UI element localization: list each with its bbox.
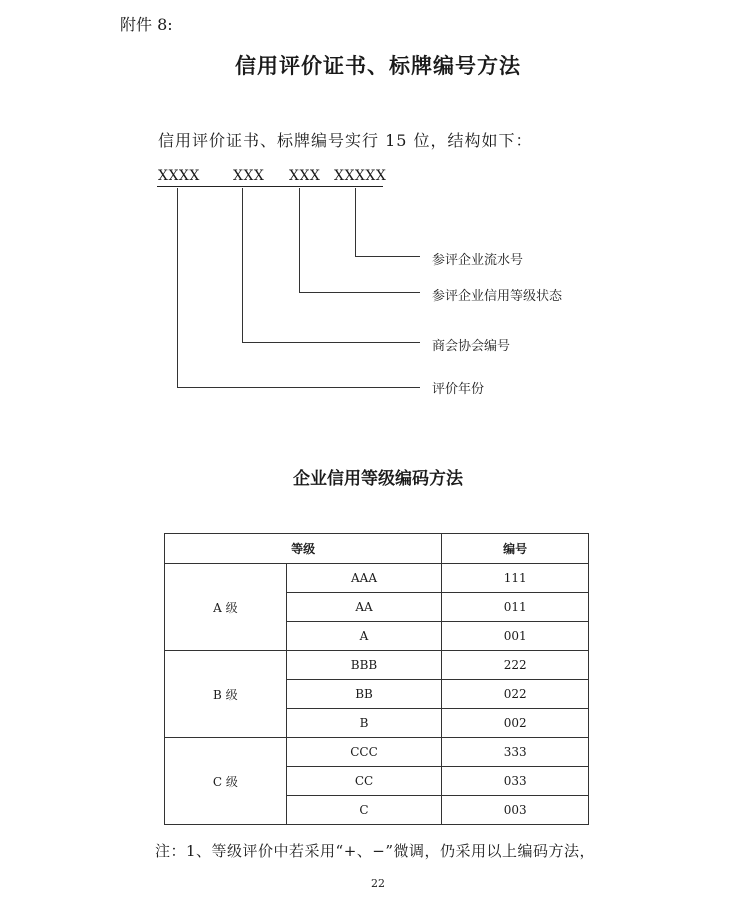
- code-cell: 011: [442, 593, 589, 622]
- header-grade: 等级: [165, 534, 442, 564]
- note-text: 注：1、等级评价中若采用“+、−”微调，仍采用以上编码方法，: [155, 842, 596, 860]
- label-association: 商会协会编号: [432, 339, 511, 354]
- code-cell: 033: [442, 767, 589, 796]
- grade-cell: BB: [286, 680, 442, 709]
- code-cell: 003: [442, 796, 589, 825]
- label-year: 评价年份: [432, 382, 485, 397]
- code-cell: 222: [442, 651, 589, 680]
- group-cell: C 级: [165, 738, 287, 825]
- segment-underline: [157, 186, 383, 187]
- connector-status-horizontal: [299, 292, 420, 293]
- grade-cell: CC: [286, 767, 442, 796]
- table-row: [165, 651, 589, 680]
- label-serial: 参评企业流水号: [432, 253, 524, 268]
- page-title: 信用评价证书、标牌编号方法: [235, 53, 521, 78]
- header-code: 编号: [442, 534, 589, 564]
- connector-association-vertical: [242, 188, 243, 342]
- page-number: 22: [371, 877, 385, 890]
- table-title: 企业信用等级编码方法: [293, 469, 463, 489]
- grade-cell: A: [286, 622, 442, 651]
- connector-year-horizontal: [177, 387, 420, 388]
- code-cell: 001: [442, 622, 589, 651]
- code-cell: 111: [442, 564, 589, 593]
- intro-text: 信用评价证书、标牌编号实行 15 位，结构如下：: [158, 131, 533, 150]
- segment-association: XXX: [233, 168, 265, 184]
- connector-serial-horizontal: [355, 256, 420, 257]
- group-cell: A 级: [165, 564, 287, 651]
- table-row: [165, 738, 589, 767]
- table-header-row: [165, 534, 589, 564]
- code-cell: 022: [442, 680, 589, 709]
- connector-status-vertical: [299, 188, 300, 292]
- connector-serial-vertical: [355, 188, 356, 256]
- grade-code-table: [164, 533, 589, 825]
- label-credit-status: 参评企业信用等级状态: [432, 289, 563, 304]
- table-row: [165, 564, 589, 593]
- grade-cell: AAA: [286, 564, 442, 593]
- segment-serial: XXXXX: [334, 168, 387, 184]
- code-cell: 333: [442, 738, 589, 767]
- group-cell: B 级: [165, 651, 287, 738]
- grade-cell: C: [286, 796, 442, 825]
- grade-cell: BBB: [286, 651, 442, 680]
- attachment-label: 附件 8:: [120, 15, 173, 34]
- connector-year-vertical: [177, 188, 178, 387]
- grade-cell: CCC: [286, 738, 442, 767]
- segment-credit-status: XXX: [289, 168, 321, 184]
- grade-cell: B: [286, 709, 442, 738]
- code-cell: 002: [442, 709, 589, 738]
- segment-year: XXXX: [158, 168, 200, 184]
- connector-association-horizontal: [242, 342, 420, 343]
- grade-cell: AA: [286, 593, 442, 622]
